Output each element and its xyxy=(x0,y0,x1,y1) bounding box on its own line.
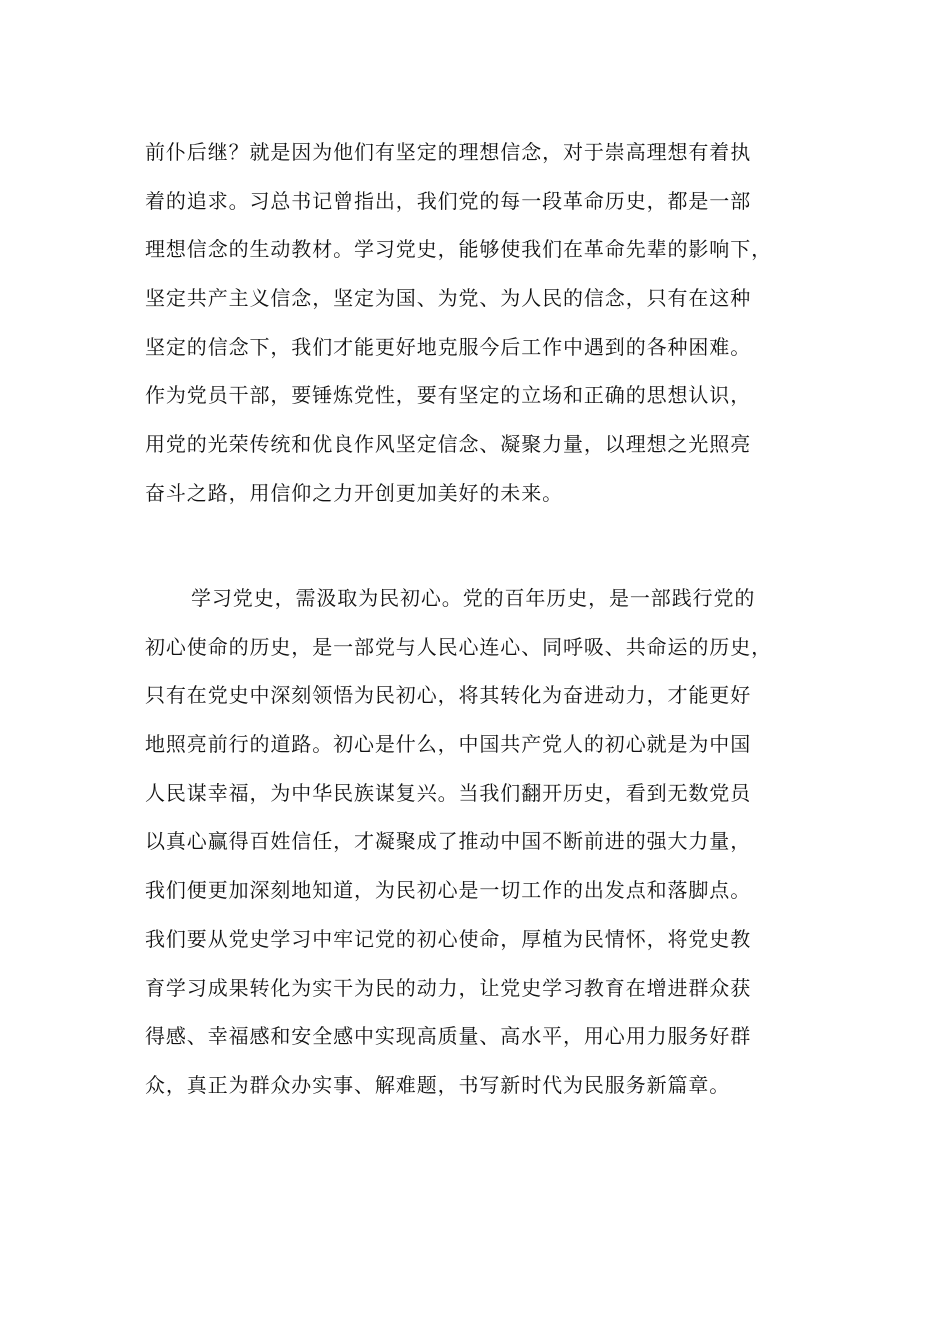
text-line: 地照亮前行的道路。初心是什么，中国共产党人的初心就是为中国 xyxy=(145,732,752,757)
paragraph-original-aspiration xyxy=(145,574,805,1110)
text-line: 着的追求。习总书记曾指出，我们党的每一段革命历史，都是一部 xyxy=(145,188,752,213)
text-line: 理想信念的生动教材。学习党史，能够使我们在革命先辈的影响下， xyxy=(145,237,772,262)
text-line: 我们便更加深刻地知道，为民初心是一切工作的出发点和落脚点。 xyxy=(145,878,752,903)
paragraph-ideals-and-beliefs xyxy=(145,128,805,518)
text-line: 用党的光荣传统和优良作风坚定信念、凝聚力量，以理想之光照亮 xyxy=(145,432,752,457)
text-line: 奋斗之路，用信仰之力开创更加美好的未来。 xyxy=(145,480,563,505)
text-line: 坚定共产主义信念，坚定为国、为党、为人民的信念，只有在这种 xyxy=(145,286,752,311)
text-line: 育学习成果转化为实干为民的动力，让党史学习教育在增进群众获 xyxy=(145,975,752,1000)
text-line: 众，真正为群众办实事、解难题，书写新时代为民服务新篇章。 xyxy=(145,1072,731,1097)
text-line: 得感、幸福感和安全感中实现高质量、高水平，用心用力服务好群 xyxy=(145,1024,752,1049)
text-line: 初心使命的历史，是一部党与人民心连心、同呼吸、共命运的历史， xyxy=(145,634,772,659)
text-line: 作为党员干部，要锤炼党性，要有坚定的立场和正确的思想认识， xyxy=(145,383,752,408)
text-line: 以真心赢得百姓信任，才凝聚成了推动中国不断前进的强大力量， xyxy=(145,829,752,854)
text-line-indented: 学习党史，需汲取为民初心。党的百年历史，是一部践行党的 xyxy=(191,586,756,610)
text-line: 我们要从党史学习中牢记党的初心使命，厚植为民情怀，将党史教 xyxy=(145,926,752,951)
text-line: 只有在党史中深刻领悟为民初心，将其转化为奋进动力，才能更好 xyxy=(145,683,752,708)
text-line: 人民谋幸福，为中华民族谋复兴。当我们翻开历史，看到无数党员 xyxy=(145,780,752,805)
text-line: 前仆后继？就是因为他们有坚定的理想信念，对于崇高理想有着执 xyxy=(145,140,752,164)
text-line: 坚定的信念下，我们才能更好地克服今后工作中遇到的各种困难。 xyxy=(145,334,752,359)
